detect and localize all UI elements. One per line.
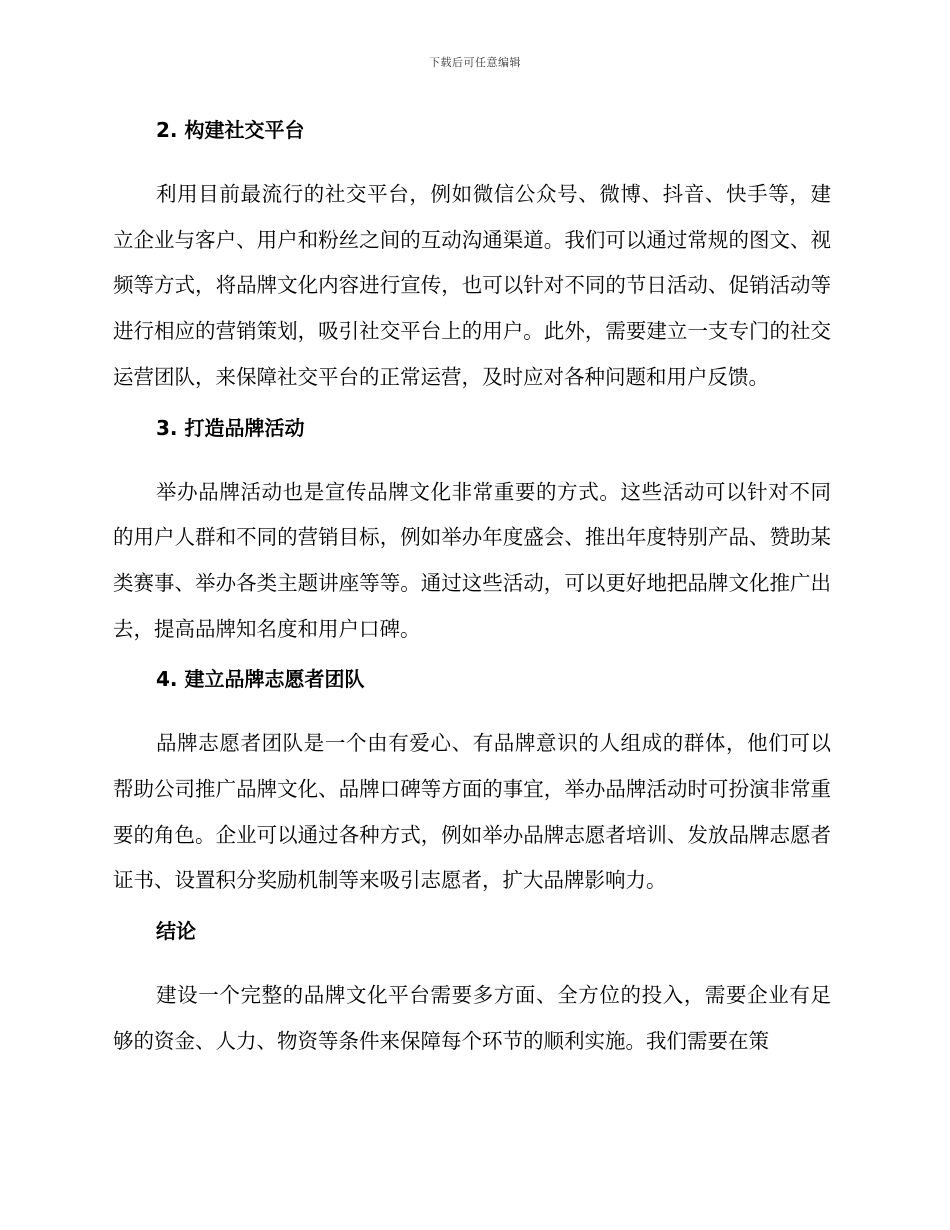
section-paragraph-volunteer-team: 品牌志愿者团队是一个由有爱心、有品牌意识的人组成的群体，他们可以帮助公司推广品牌文化、品牌口碑等方面的事宜，举办品牌活动时可扮演非常重要的角色。企业可以通过各种方式，例如举办品牌志愿者培训、发放品牌志愿者证书、设置积分奖励机制等来吸引志愿者，扩大品牌影响力。 [113,731,831,893]
page-header: 下载后可任意编辑 [429,56,521,69]
section-paragraph-social-platform: 利用目前最流行的社交平台，例如微信公众号、微博、抖音、快手等，建立企业与客户、用户和粉丝之间的互动沟通渠道。我们可以通过常规的图文、视频等方式，将品牌文化内容进行宣传，也可以针对不同的节日活动、促销活动等进行相应的营销策划，吸引社交平台上的用户。此外，需要建立一支专门的社交运营团队，来保障社交平台的正常运营，及时应对各种问题和用户反馈。 [113,182,831,389]
section-paragraph-brand-events: 举办品牌活动也是宣传品牌文化非常重要的方式。这些活动可以针对不同的用户人群和不同的营销目标，例如举办年度盛会、推出年度特别产品、赞助某类赛事、举办各类主题讲座等等。通过这些活动，可以更好地把品牌文化推广出去，提高品牌知名度和用户口碑。 [113,479,831,641]
document-body [113,114,831,1076]
section-paragraph-conclusion: 建设一个完整的品牌文化平台需要多方面、全方位的投入，需要企业有足够的资金、人力、物资等条件来保障每个环节的顺利实施。我们需要在策 [113,983,831,1053]
section-heading-conclusion: 结论 [156,919,196,944]
section-heading-volunteer-team: 4. 建立品牌志愿者团队 [156,667,365,692]
section-heading-social-platform: 2. 构建社交平台 [156,118,305,142]
section-heading-brand-events: 3. 打造品牌活动 [156,415,305,440]
